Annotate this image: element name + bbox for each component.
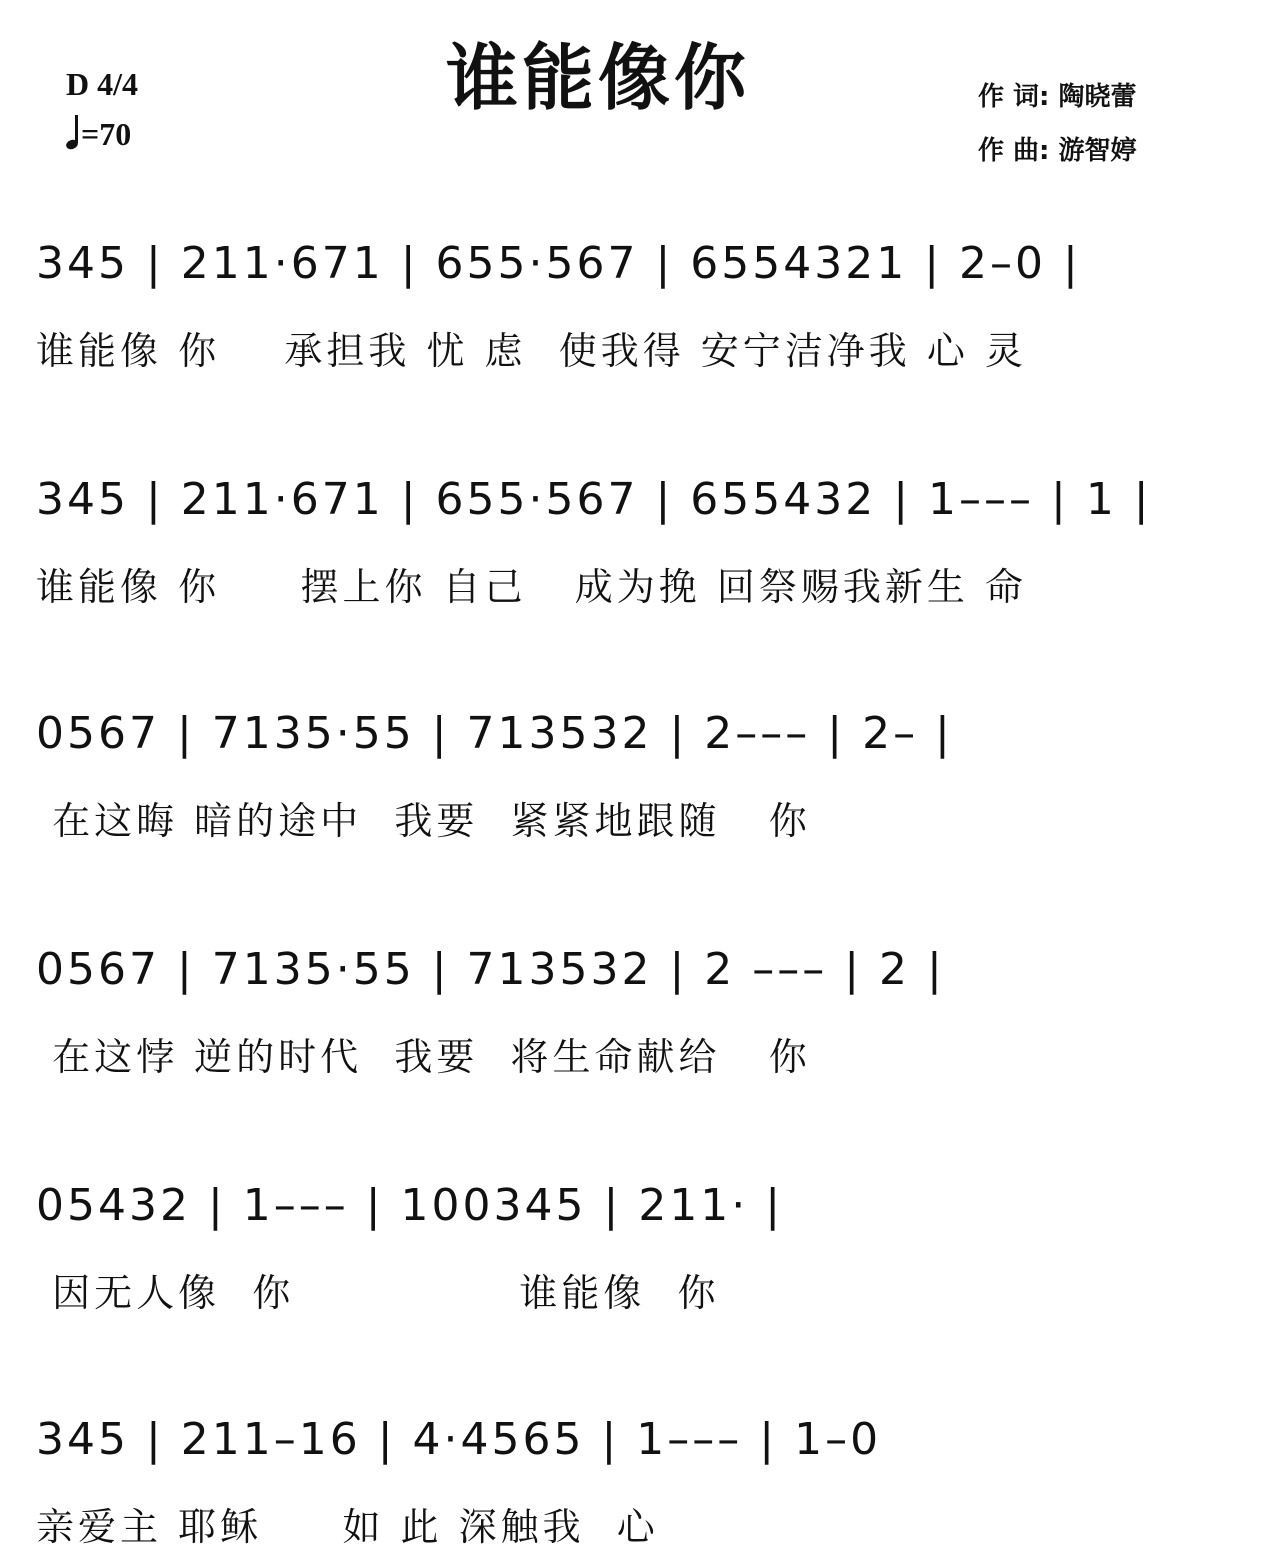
tempo-value: =70	[81, 116, 132, 152]
score-line-4	[36, 944, 1266, 1079]
notation-line: 345 | 211·671 | 655·567 | 655432 | 1––– | 1 |	[36, 474, 1152, 525]
key-signature: D 4/4	[66, 66, 138, 102]
score-line-5	[36, 1180, 1266, 1315]
notation-line: 345 | 211·671 | 655·567 | 6554321 | 2–0 |	[36, 238, 1081, 289]
notation-line: 05432 | 1––– | 100345 | 211· |	[36, 1180, 784, 1231]
notation-line: 345 | 211–16 | 4·4565 | 1––– | 1–0	[36, 1414, 882, 1465]
note-stem	[75, 115, 78, 143]
notation-line: 0567 | 7135·55 | 713532 | 2 ––– | 2 |	[36, 944, 945, 995]
tempo-marking	[66, 116, 131, 153]
notation-line: 0567 | 7135·55 | 713532 | 2––– | 2– |	[36, 708, 953, 759]
lyrics-line: 亲爱主 耶稣 如 此 深触我 心	[36, 1505, 659, 1549]
score-line-3	[36, 708, 1266, 843]
song-title: 谁能像你	[446, 35, 751, 120]
lyrics-line: 在这晦 暗的途中 我要 紧紧地跟随 你	[36, 799, 811, 843]
score-line-2	[36, 474, 1266, 609]
composer-credit: 作 曲: 游智婷	[978, 136, 1137, 166]
lyrics-line: 在这悖 逆的时代 我要 将生命献给 你	[36, 1035, 811, 1079]
score-line-6	[36, 1414, 1266, 1549]
lyricist-credit: 作 词: 陶晓蕾	[978, 82, 1137, 112]
lyrics-line: 谁能像 你 承担我 忧 虑 使我得 安宁洁净我 心 灵	[36, 329, 1027, 373]
lyrics-line: 谁能像 你 摆上你 自己 成为挽 回祭赐我新生 命	[36, 565, 1027, 609]
score-line-1	[36, 238, 1266, 373]
lyrics-line: 因无人像 你 谁能像 你	[36, 1271, 720, 1315]
